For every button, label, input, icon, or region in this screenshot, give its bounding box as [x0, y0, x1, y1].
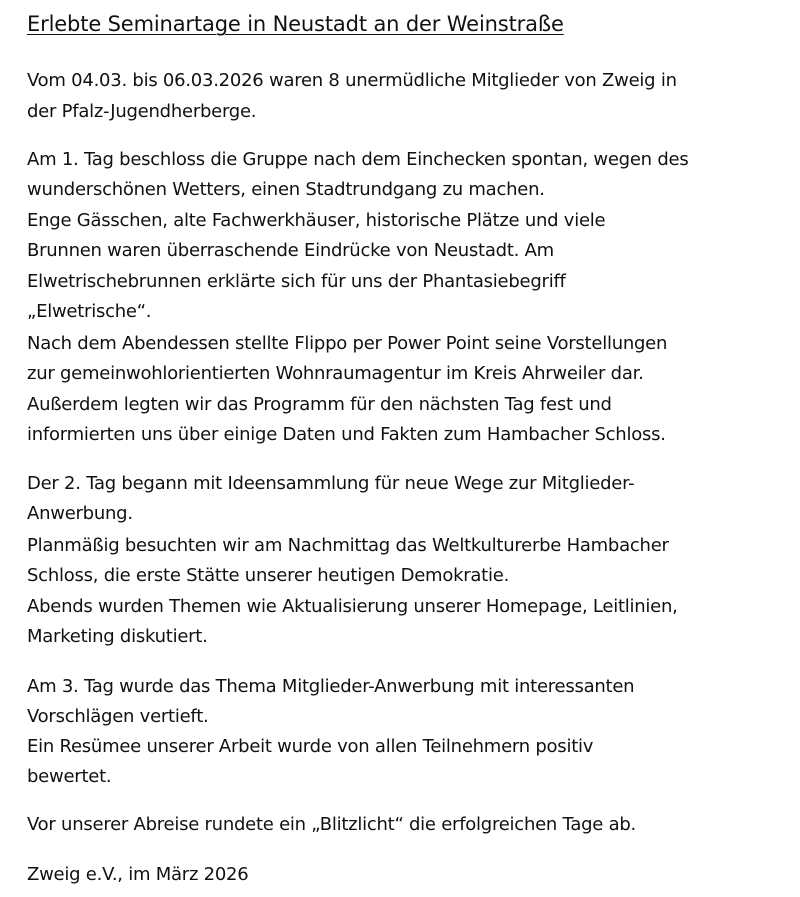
day3-line-1: Am 3. Tag wurde das Thema Mitglieder-Anwerbung mit interessanten — [27, 676, 635, 697]
day1-line-4: Brunnen waren überraschende Eindrücke von Neustadt. Am — [27, 240, 554, 261]
day1-line-9: Außerdem legten wir das Programm für den nächsten Tag fest und — [27, 394, 612, 415]
day2-line-6: Marketing diskutiert. — [27, 626, 208, 647]
day3-line-3: Ein Resümee unserer Arbeit wurde von allen Teilnehmern positiv — [27, 736, 594, 757]
intro-line-1: Vom 04.03. bis 06.03.2026 waren 8 unermüdliche Mitglieder von Zweig in — [27, 70, 677, 91]
day1-line-7: Nach dem Abendessen stellte Flippo per Power Point seine Vorstellungen — [27, 333, 668, 354]
day2-line-2: Anwerbung. — [27, 503, 133, 524]
day2-line-1: Der 2. Tag begann mit Ideensammlung für neue Wege zur Mitglieder- — [27, 473, 635, 494]
document-title: Erlebte Seminartage in Neustadt an der Weinstraße — [27, 12, 564, 36]
intro-line-2: der Pfalz-Jugendherberge. — [27, 101, 257, 122]
day1-line-5: Elwetrischebrunnen erklärte sich für uns der Phantasiebegriff — [27, 271, 566, 292]
day2-line-3: Planmäßig besuchten wir am Nachmittag das Weltkulturerbe Hambacher — [27, 535, 669, 556]
day1-line-2: wunderschönen Wetters, einen Stadtrundgang zu machen. — [27, 179, 545, 200]
day1-line-6: „Elwetrische“. — [27, 301, 152, 322]
closing-line: Vor unserer Abreise rundete ein „Blitzlicht“ die erfolgreichen Tage ab. — [27, 814, 636, 835]
signature-line: Zweig e.V., im März 2026 — [27, 864, 249, 885]
day2-line-4: Schloss, die erste Stätte unserer heutigen Demokratie. — [27, 565, 510, 586]
day1-line-1: Am 1. Tag beschloss die Gruppe nach dem Einchecken spontan, wegen des — [27, 149, 689, 170]
day1-line-10: informierten uns über einige Daten und Fakten zum Hambacher Schloss. — [27, 424, 666, 445]
day2-line-5: Abends wurden Themen wie Aktualisierung unserer Homepage, Leitlinien, — [27, 596, 678, 617]
day1-line-3: Enge Gässchen, alte Fachwerkhäuser, historische Plätze und viele — [27, 210, 606, 231]
day3-line-4: bewertet. — [27, 766, 112, 787]
day3-line-2: Vorschlägen vertieft. — [27, 706, 209, 727]
day1-line-8: zur gemeinwohlorientierten Wohnraumagentur im Kreis Ahrweiler dar. — [27, 363, 644, 384]
